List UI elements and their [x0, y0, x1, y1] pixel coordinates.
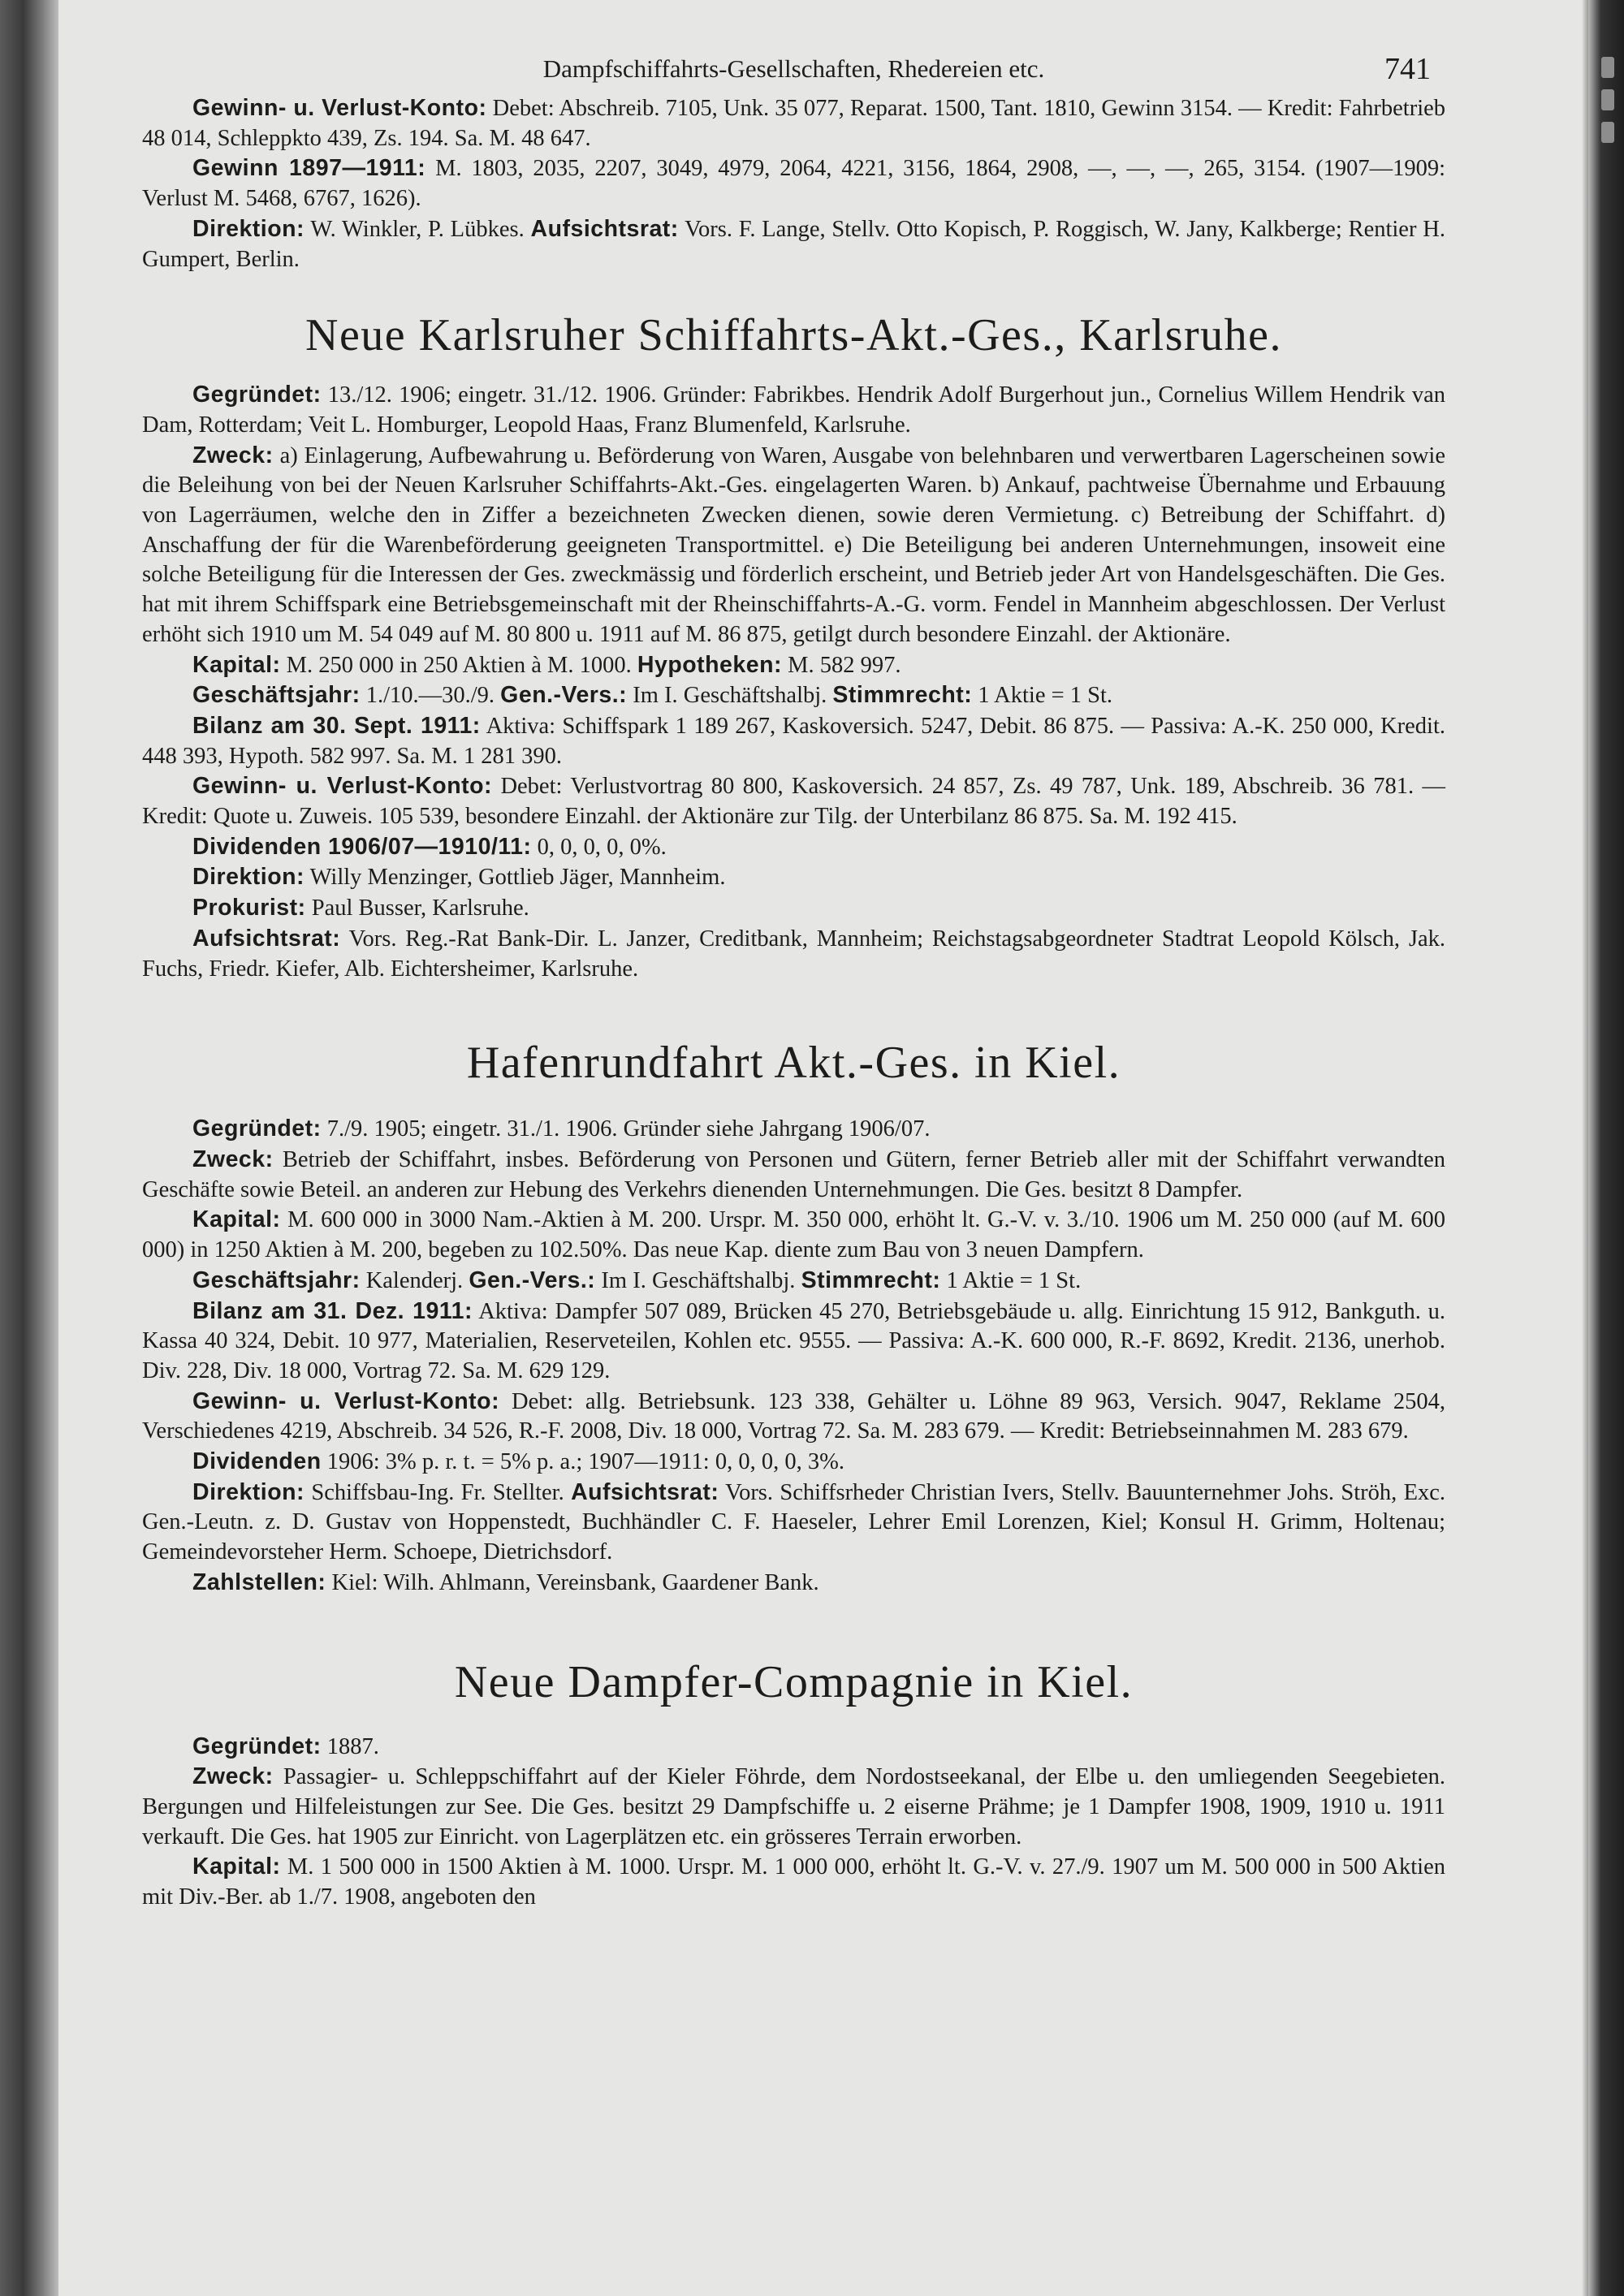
entry-paragraph — [142, 1297, 1445, 1387]
field-text: M. 250 000 in 250 Aktien à M. 1000. — [286, 652, 632, 678]
field-label: Gewinn- u. Verlust-Konto: — [192, 1388, 500, 1414]
company-title: Neue Dampfer-Compagnie in Kiel. — [454, 1656, 1134, 1707]
running-title: Dampfschiffahrts-Gesellschaften, Rhedereien etc. — [542, 54, 1045, 83]
field-text: 1906: 3% p. r. t. = 5% p. a.; 1907—1911: 0, 0, 0, 0, 3%. — [326, 1449, 844, 1475]
entry-paragraph — [142, 93, 1445, 153]
field-text: Betrieb der Schiffahrt, insbes. Beförderung von Personen und Gütern, ferner Betrieb aller mit der Schiffahrt verwandten Geschäfte sowie Beteil. an anderen zur Hebung des Verkehrs dienenden Unternehmungen. Die Ges. besitzt 8 Dampfer. — [142, 1146, 1446, 1202]
field-label: Gewinn 1897—1911: — [192, 155, 426, 182]
field-text: 13./12. 1906; eingetr. 31./12. 1906. Gründer: Fabrikbes. Hendrik Adolf Burgerhout jun., Cornelius Willem Hendrik van Dam, Rotterdam; Veit L. Homburger, Leopold Haas, Franz Blumenfeld, Karlsruhe. — [142, 382, 1446, 438]
entry-paragraph — [142, 1387, 1445, 1447]
field-text: M. 1 500 000 in 1500 Aktien à M. 1000. Urspr. M. 1 000 000, erhöht lt. G.-V. v. 27./9. 1907 um M. 500 000 in 500 Aktien mit Div.-Ber. ab 1./7. 1908, angeboten den — [142, 1854, 1445, 1910]
entry-paragraph — [142, 862, 1445, 893]
field-text: M. 1803, 2035, 2207, 3049, 4979, 2064, 4221, 3156, 1864, 2908, —, —, —, 265, 3154. (1907—1909: Verlust M. 5468, 6767, 1626). — [142, 156, 1446, 212]
entry-paragraph — [142, 153, 1445, 214]
field-text: M. 600 000 in 3000 Nam.-Aktien à M. 200. Urspr. M. 350 000, erhöht lt. G.-V. v. 3./10. 1906 um M. 250 000 (auf M. 600 000) in 1250 Aktien à M. 200, begeben zu 102.50%. Das neue Kap. diente zum Bau von 3 neuen Dampfern. — [142, 1207, 1445, 1263]
field-label: Aufsichtsrat: — [530, 215, 679, 242]
field-label: Dividenden — [192, 1448, 322, 1475]
book-spine-shadow — [0, 0, 58, 2296]
field-label: Gegründet: — [192, 382, 322, 408]
field-text: Aktiva: Schiffspark 1 189 267, Kaskoversich. 5247, Debit. 86 875. — Passiva: A.-K. 250 000, Kredit. 448 393, Hypoth. 582 997. Sa. M. 1 281 390. — [142, 713, 1445, 769]
entry-paragraph — [142, 1266, 1445, 1297]
field-text: Im I. Geschäftshalbj. — [633, 683, 827, 709]
field-text: 1887. — [326, 1733, 379, 1759]
field-text: 1 Aktie = 1 St. — [946, 1267, 1082, 1293]
field-label: Gegründet: — [192, 1116, 322, 1142]
field-label: Geschäftsjahr: — [192, 1267, 361, 1293]
field-label: Direktion: — [192, 215, 305, 242]
field-label: Gegründet: — [192, 1733, 322, 1759]
entry-paragraph — [142, 680, 1445, 711]
field-text: Vors. F. Lange, Stellv. Otto Kopisch, P. Roggisch, W. Jany, Kalkberge; Rentier H. Gumpert, Berlin. — [142, 216, 1445, 272]
sections — [142, 93, 1445, 1913]
entry-neue-dampfer-compagnie-kiel — [142, 1654, 1445, 1913]
field-label: Gen.-Vers.: — [500, 682, 628, 709]
entry-paragraph — [142, 214, 1445, 274]
field-label: Direktion: — [192, 864, 305, 891]
field-label: Gewinn- u. Verlust-Konto: — [192, 95, 487, 121]
field-label: Zweck: — [192, 442, 274, 468]
entry-paragraph — [142, 1762, 1445, 1852]
field-label: Stimmrecht: — [801, 1267, 941, 1293]
field-text: 1./10.—30./9. — [365, 683, 495, 709]
field-label: Direktion: — [192, 1478, 305, 1505]
field-text: Willy Menzinger, Gottlieb Jäger, Mannheim. — [309, 865, 726, 891]
entry-paragraph — [142, 771, 1445, 831]
entry-paragraph — [142, 380, 1445, 440]
binding-marks — [1601, 57, 1618, 154]
field-label: Bilanz am 30. Sept. 1911: — [192, 712, 481, 739]
field-text: Vors. Reg.-Rat Bank-Dir. L. Janzer, Creditbank, Mannheim; Reichstagsabgeordneter Stadtrat Leopold Kölsch, Jak. Fuchs, Friedr. Kiefer, Alb. Eichtersheimer, Karlsruhe. — [142, 926, 1445, 982]
field-label: Bilanz am 31. Dez. 1911: — [192, 1297, 473, 1324]
entry-paragraph — [142, 1447, 1445, 1478]
entry-hafenrundfahrt-kiel — [142, 1034, 1445, 1598]
field-text: Passagier- u. Schleppschiffahrt auf der Kieler Föhrde, dem Nordostseekanal, der Elbe u. den umliegenden Seegebieten. Bergungen und Hilfeleistungen zur See. Die Ges. besitzt 29 Dampfschiffe u. 2 eiserne Prähme; je 1 Dampfer 1908, 1909, 1910 u. 1911 verkauft. Die Ges. hat 1905 zur Einricht. von Lagerplätzen etc. ein grösseres Terrain erworben. — [142, 1764, 1446, 1849]
entry-paragraph — [142, 1568, 1445, 1599]
field-label: Zweck: — [192, 1763, 274, 1790]
entry-paragraph — [142, 1205, 1445, 1265]
entry-paragraph — [142, 441, 1445, 650]
field-label: Hypotheken: — [637, 651, 782, 678]
entry-paragraph — [142, 1114, 1445, 1145]
field-label: Gewinn- u. Verlust-Konto: — [192, 773, 493, 800]
entry-paragraph — [142, 1145, 1445, 1205]
page-number: 741 — [1384, 52, 1431, 86]
field-label: Gen.-Vers.: — [469, 1267, 596, 1293]
field-text: Schiffsbau-Ing. Fr. Stellter. — [311, 1479, 564, 1505]
field-text: 1 Aktie = 1 St. — [978, 683, 1113, 709]
running-head — [142, 45, 1445, 93]
field-label: Kapital: — [192, 1854, 281, 1880]
field-label: Kapital: — [192, 1206, 281, 1233]
field-text: Vors. Schiffsrheder Christian Ivers, Stellv. Bauunternehmer Johs. Ströh, Exc. Gen.-Leutn. z. D. Gustav von Hoppenstedt, Buchhändler C. F. Haeseler, Lehrer Emil Lorenzen, Kiel; Konsul H. Grimm, Holtenau; Gemeindevorsteher Herm. Schoepe, Dietrichsdorf. — [142, 1479, 1446, 1565]
field-text: Debet: allg. Betriebsunk. 123 338, Gehälter u. Löhne 89 963, Versich. 9047, Reklame 2504, Verschiedenes 4219, Abschreib. 34 526, R.-F. 2008, Div. 18 000, Vortrag 72. Sa. M. 283 679. — Kredit: Betriebseinnahmen M. 283 679. — [142, 1388, 1445, 1444]
page-edge — [1588, 0, 1624, 2296]
field-text: Kiel: Wilh. Ahlmann, Vereinsbank, Gaardener Bank. — [331, 1569, 819, 1595]
entry-continued — [142, 93, 1445, 274]
entry-paragraph — [142, 924, 1445, 984]
company-title: Hafenrundfahrt Akt.-Ges. in Kiel. — [466, 1038, 1121, 1089]
field-text: Debet: Verlustvortrag 80 800, Kaskoversich. 24 857, Zs. 49 787, Unk. 189, Abschreib. 36 781. — Kredit: Quote u. Zuweis. 105 539, besondere Einzahl. der Aktionäre zur Tilg. der Unterbilanz 86 875. Sa. M. 192 415. — [142, 774, 1446, 830]
field-text: 0, 0, 0, 0, 0%. — [537, 834, 667, 860]
entry-paragraph — [142, 832, 1445, 863]
field-text: a) Einlagerung, Aufbewahrung u. Beförderung von Waren, Ausgabe von belehnbaren und verwertbaren Lagerscheinen sowie die Beleihung von bei der Neuen Karlsruher Schiffahrts-Akt.-Ges. eingelagerten Waren. b) Ankauf, pachtweise Übernahme und Erbauung von Lagerräumen, welche den in Ziffer a bezeichneten Zwecken dienen, sowie deren Vermietung. c) Betreibung der Schiffahrt. d) Anschaffung der für die Warenbeförderung geeigneten Transportmittel. e) Die Beteiligung bei anderen Unternehmungen, insoweit eine solche Beteiligung für die Interessen der Ges. zweckmässig und förderlich erscheint, und Betrieb jeder Art von Handelsgeschäften. Die Ges. hat mit ihrem Schiffspark eine Betriebsgemeinschaft mit der Rheinschiffahrts-A.-G. vorm. Fendel in Mannheim abgeschlossen. Der Verlust erhöht sich 1910 um M. 54 049 auf M. 80 800 u. 1911 auf M. 86 875, getilgt durch besondere Einzahl. der Aktionäre. — [142, 442, 1446, 647]
entry-paragraph — [142, 1478, 1445, 1568]
field-label: Zweck: — [192, 1146, 274, 1172]
entry-neue-karlsruher-schiffahrts — [142, 307, 1445, 984]
field-label: Stimmrecht: — [832, 682, 973, 709]
field-label: Aufsichtsrat: — [571, 1478, 719, 1505]
field-label: Kapital: — [192, 651, 281, 678]
field-label: Geschäftsjahr: — [192, 682, 361, 709]
field-text: 7./9. 1905; eingetr. 31./1. 1906. Gründer siehe Jahrgang 1906/07. — [326, 1116, 931, 1142]
field-label: Zahlstellen: — [192, 1569, 326, 1595]
field-text: Aktiva: Dampfer 507 089, Brücken 45 270, Betriebsgebäude u. allg. Einrichtung 15 912, Bankguth. u. Kassa 40 324, Debit. 10 977, Materialien, Reserveteilen, Kohlen etc. 9555. — Passiva: A.-K. 600 000, R.-F. 8692, Kredit. 2136, unerhob. Div. 228, Div. 18 000, Vortrag 72. Sa. M. 629 129. — [142, 1298, 1445, 1383]
field-text: Kalenderj. — [365, 1267, 464, 1293]
field-text: Paul Busser, Karlsruhe. — [311, 896, 529, 921]
company-title: Neue Karlsruher Schiffahrts-Akt.-Ges., Karlsruhe. — [305, 310, 1282, 361]
entry-paragraph — [142, 1852, 1445, 1912]
page-edge-shadow — [1582, 0, 1588, 2296]
field-label: Aufsichtsrat: — [192, 925, 341, 952]
book-page — [142, 45, 1445, 1913]
entry-paragraph — [142, 711, 1445, 771]
field-label: Prokurist: — [192, 895, 306, 921]
entry-paragraph — [142, 893, 1445, 924]
entry-paragraph — [142, 650, 1445, 681]
field-text: M. 582 997. — [788, 652, 901, 678]
field-text: Im I. Geschäftshalbj. — [601, 1267, 796, 1293]
field-text: Debet: Abschreib. 7105, Unk. 35 077, Reparat. 1500, Tant. 1810, Gewinn 3154. — Kredit: Fahrbetrieb 48 014, Schleppkto 439, Zs. 194. Sa. M. 48 647. — [142, 96, 1446, 151]
field-text: W. Winkler, P. Lübkes. — [310, 216, 525, 242]
entry-paragraph — [142, 1732, 1445, 1763]
field-label: Dividenden 1906/07—1910/11: — [192, 833, 532, 860]
